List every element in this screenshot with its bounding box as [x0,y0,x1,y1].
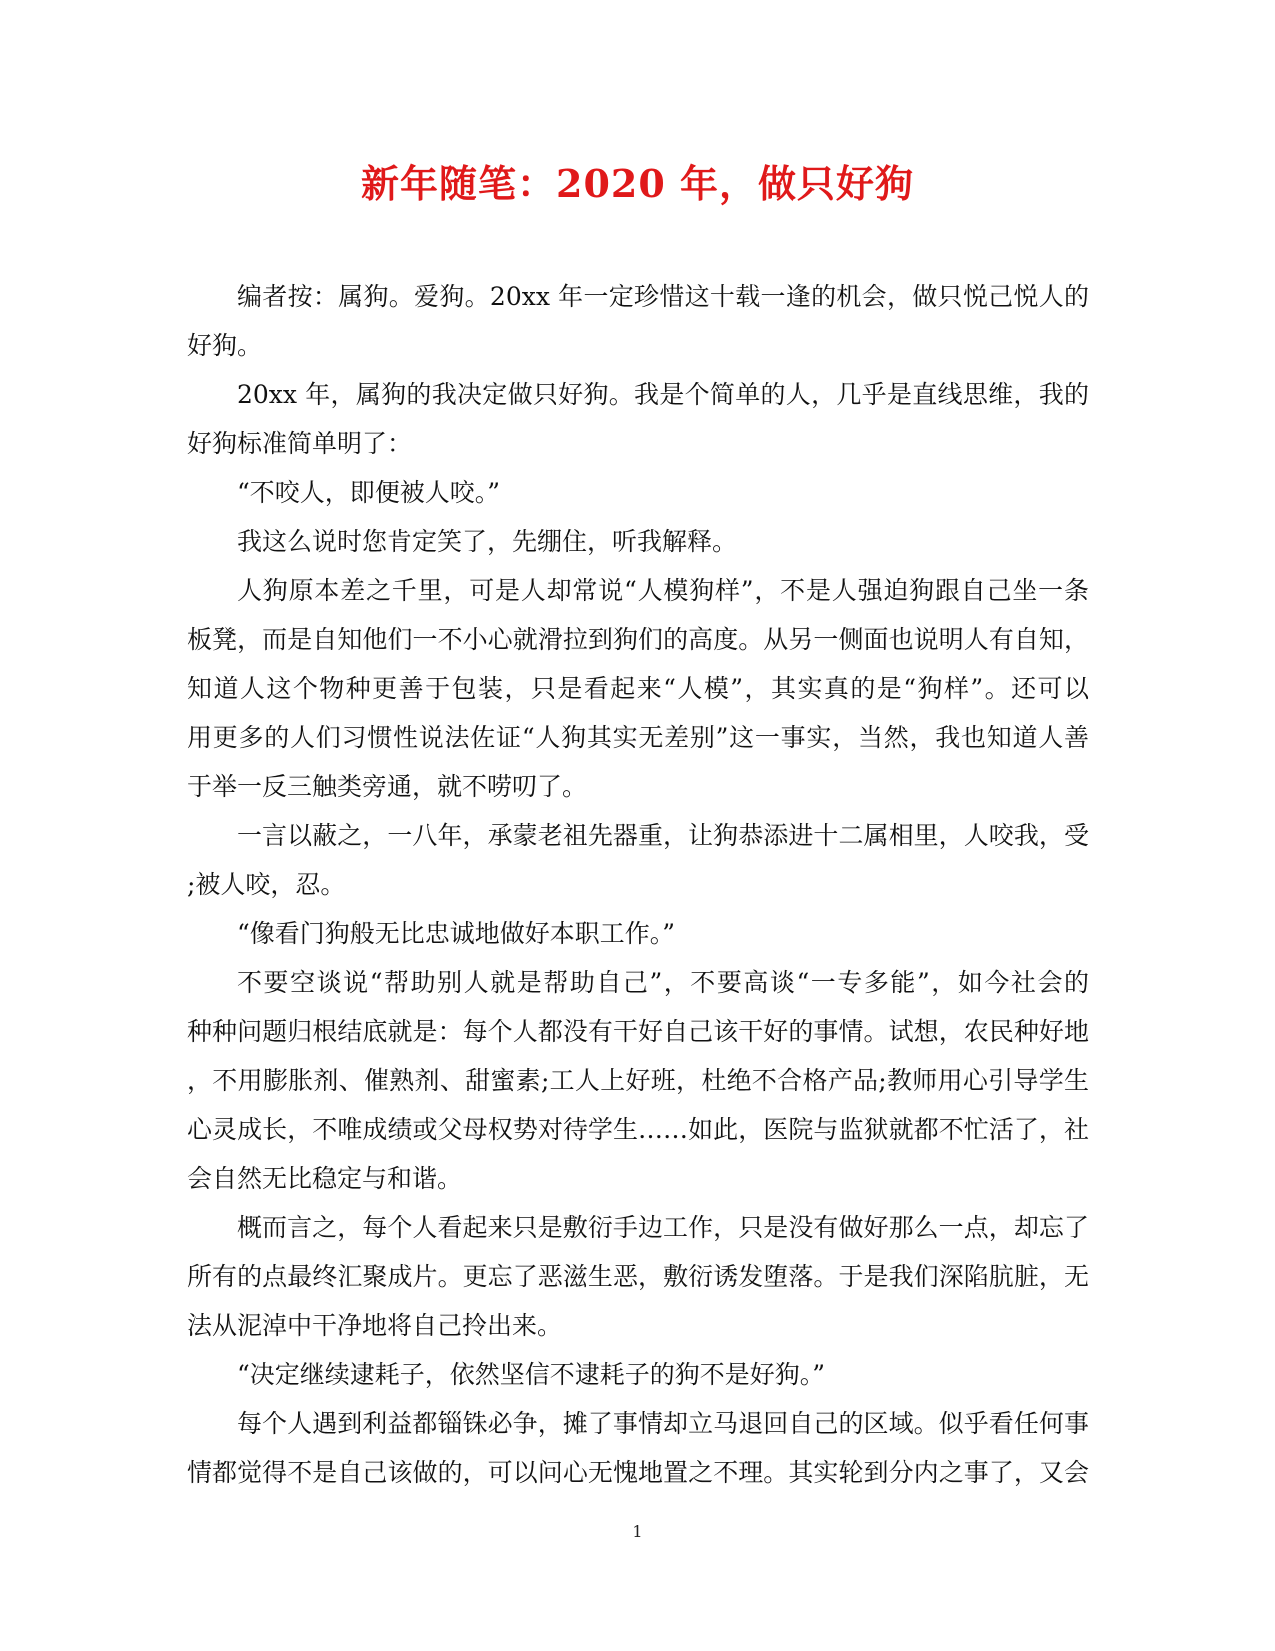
text-line: 种种问题归根结底就是：每个人都没有干好自己该干好的事情。试想，农民种好地 [187,1017,1089,1046]
text-line: 我这么说时您肯定笑了，先绷住，听我解释。 [237,527,738,556]
text-line: 20xx 年，属狗的我决定做只好狗。我是个简单的人，几乎是直线思维，我的 [237,380,1089,409]
text-line: 编者按：属狗。爱狗。20xx 年一定珍惜这十载一逢的机会，做只悦己悦人的 [237,282,1089,311]
article-body [187,272,1089,1497]
text-line: 板凳，而是自知他们一不小心就滑拉到狗们的高度。从另一侧面也说明人有自知， [187,625,1089,654]
text-line: 会自然无比稳定与和谐。 [187,1164,463,1193]
text-line: 知道人这个物种更善于包装，只是看起来“人模”，其实真的是“狗样”。还可以 [187,674,1089,703]
text-line: 心灵成长，不唯成绩或父母权势对待学生……如此，医院与监狱就都不忙活了，社 [187,1115,1089,1144]
text-line: 人狗原本差之千里，可是人却常说“人模狗样”，不是人强迫狗跟自己坐一条 [237,576,1089,605]
text-line: ;被人咬，忍。 [187,870,346,899]
text-line: 好狗标准简单明了： [187,429,413,458]
text-line: 不要空谈说“帮助别人就是帮助自己”，不要高谈“一专多能”，如今社会的 [237,968,1089,997]
text-line: “决定继续逮耗子，依然坚信不逮耗子的狗不是好狗。” [237,1360,826,1389]
text-line: 概而言之，每个人看起来只是敷衍手边工作，只是没有做好那么一点，却忘了 [237,1213,1089,1242]
text-line: 用更多的人们习惯性说法佐证“人狗其实无差别”这一事实，当然，我也知道人善 [187,723,1089,752]
text-line: 一言以蔽之，一八年，承蒙老祖先器重，让狗恭添进十二属相里，人咬我，受 [237,821,1089,850]
text-line: 每个人遇到利益都锱铢必争，摊了事情却立马退回自己的区域。似乎看任何事 [237,1409,1089,1438]
page-title: 新年随笔：2020 年，做只好狗 [361,161,914,206]
text-line: “像看门狗般无比忠诚地做好本职工作。” [237,919,676,948]
text-line: 好狗。 [187,331,263,360]
text-line: 法从泥淖中干净地将自己拎出来。 [187,1311,563,1340]
text-line: “不咬人，即便被人咬。” [237,478,501,507]
text-line: 于举一反三触类旁通，就不唠叨了。 [187,772,588,801]
page-number: 1 [632,1522,643,1541]
text-line: 所有的点最终汇聚成片。更忘了恶滋生恶，敷衍诱发堕落。于是我们深陷肮脏，无 [187,1262,1089,1291]
text-line: ，不用膨胀剂、催熟剂、甜蜜素;工人上好班，杜绝不合格产品;教师用心引导学生 [187,1066,1089,1095]
text-line: 情都觉得不是自己该做的，可以问心无愧地置之不理。其实轮到分内之事了，又会 [187,1458,1089,1487]
